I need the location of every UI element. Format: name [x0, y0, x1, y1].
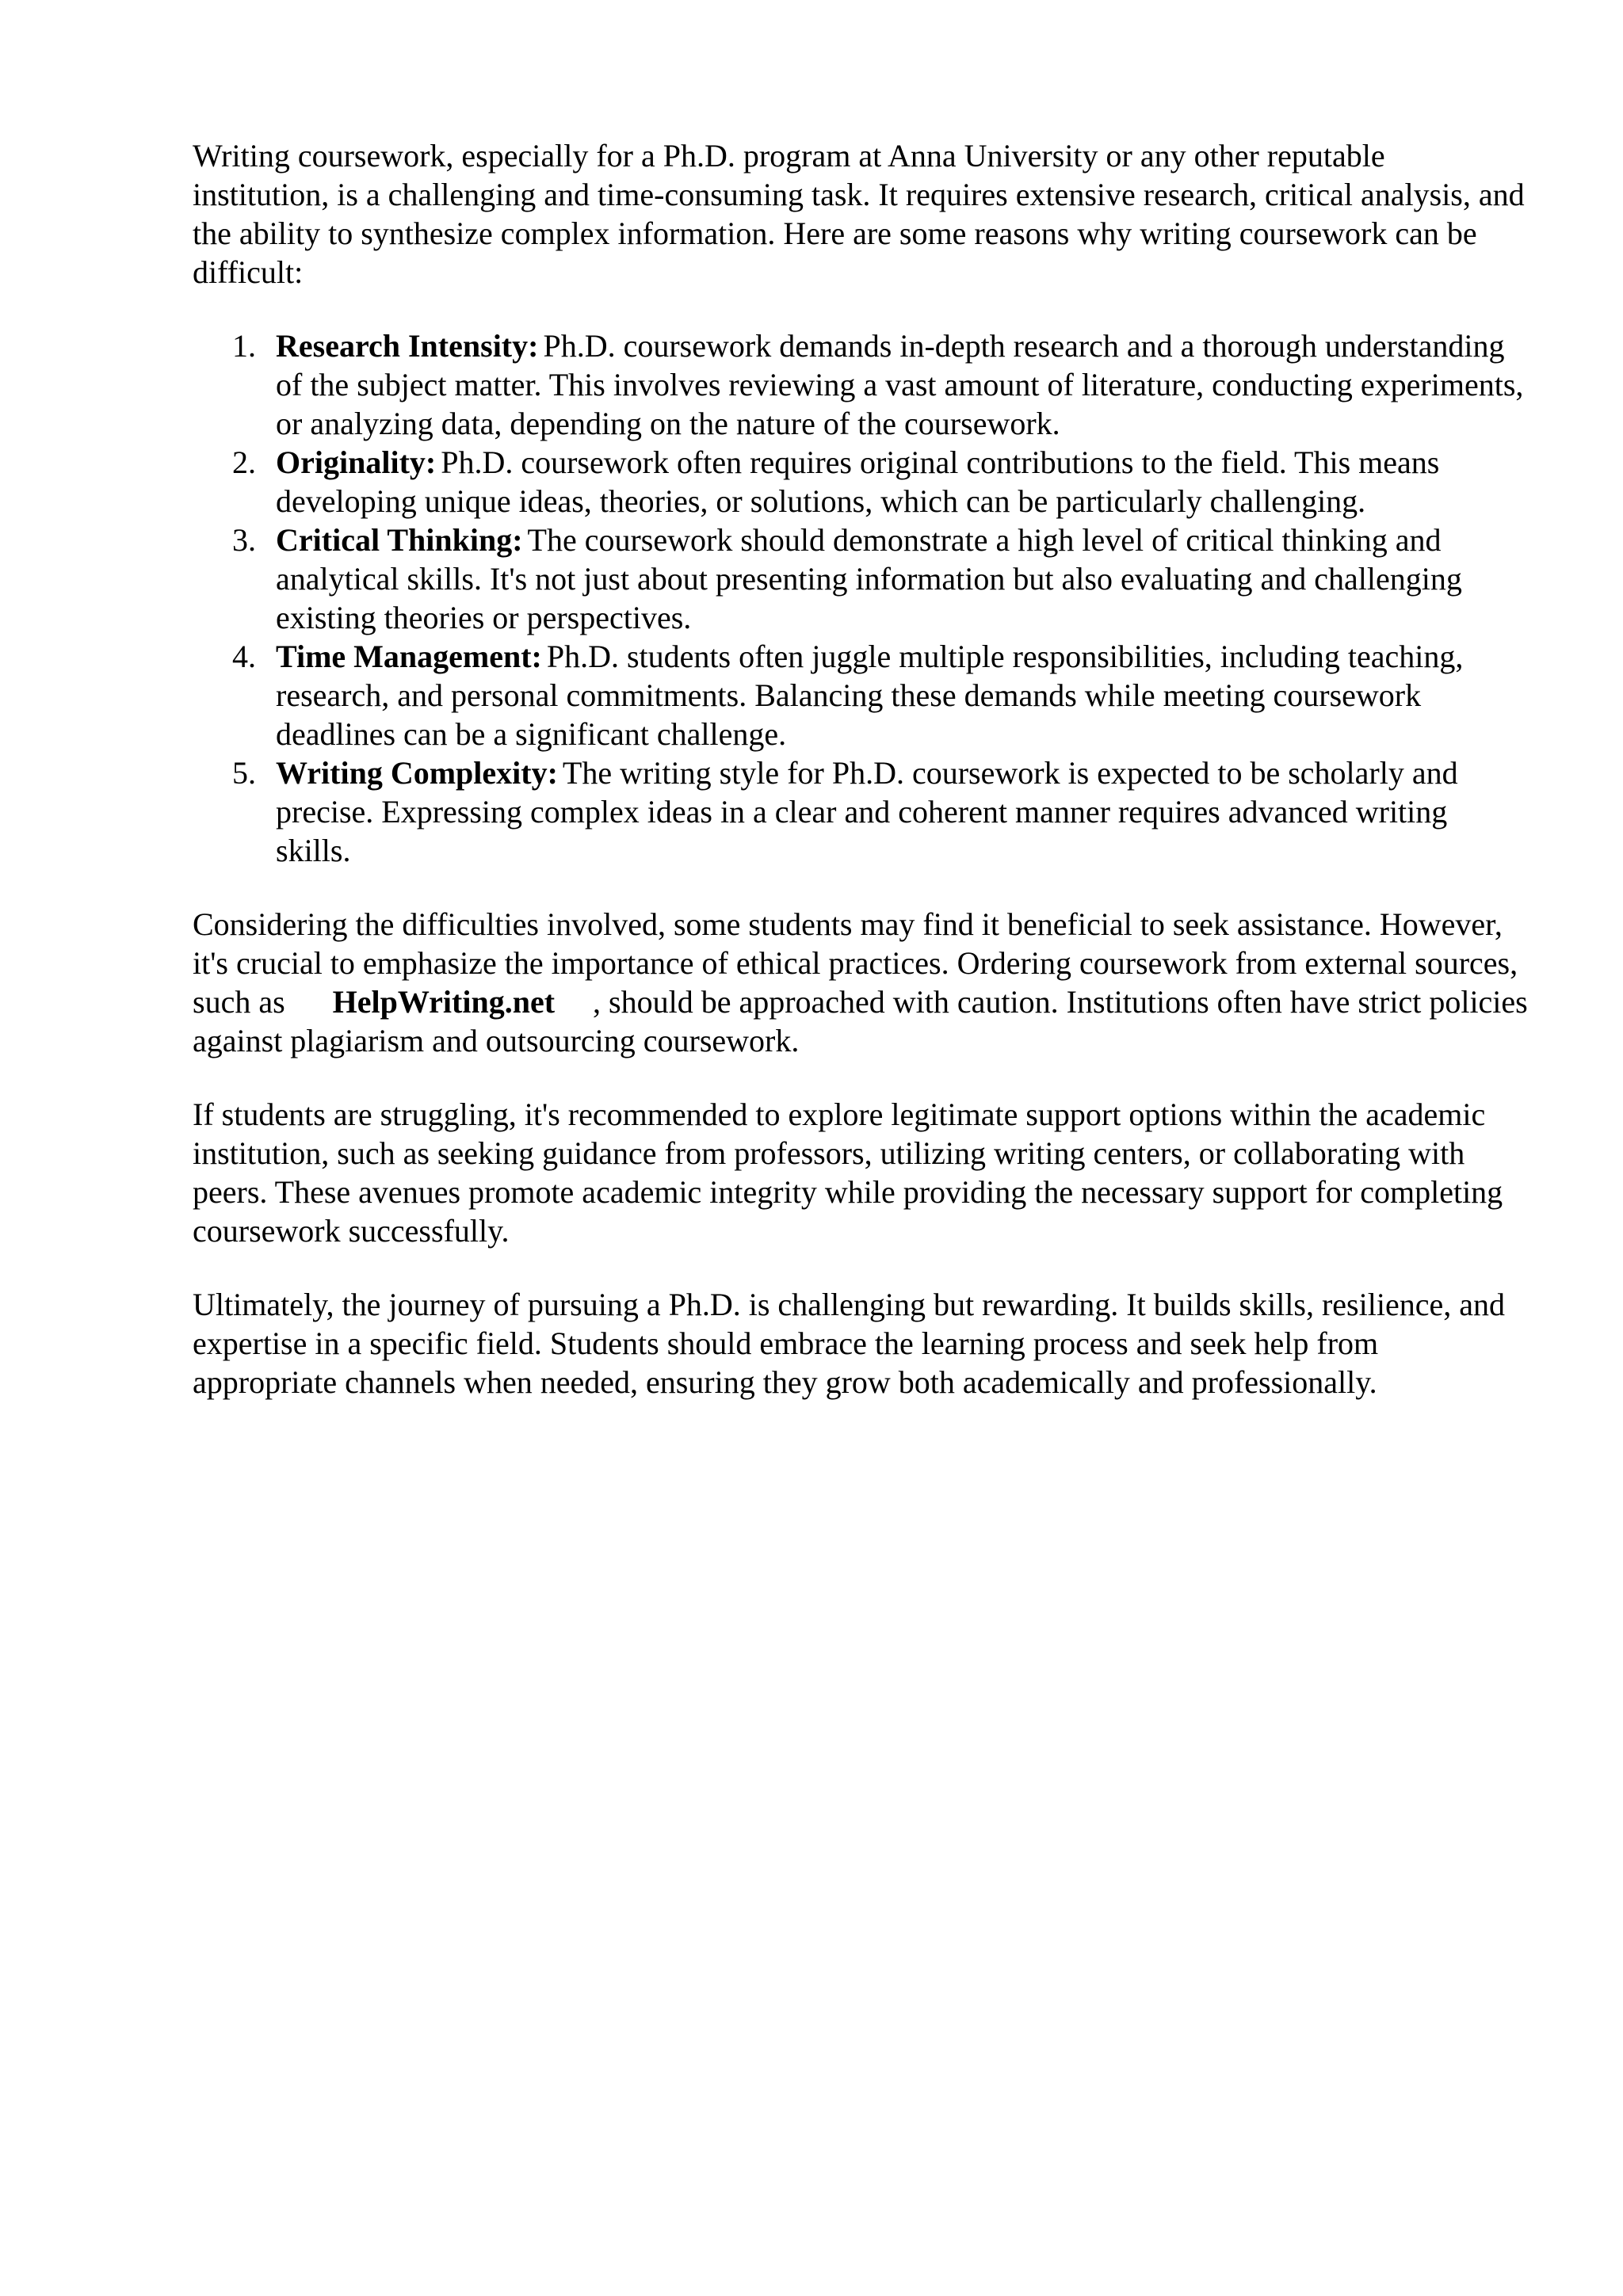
- list-item-text: The writing style for Ph.D. coursework is expected to be scholarly and precise. Expressing complex ideas in a clear and coherent manner requires advanced writing skills.: [276, 755, 1458, 868]
- list-item-number: 4.: [232, 639, 256, 674]
- list-item-number: 5.: [232, 755, 256, 791]
- list-item-text: Ph.D. coursework demands in-depth research and a thorough understanding of the subject matter. This involves reviewing a vast amount of literature, conducting experiments, or analyzing data, depending on the nature of the coursework.: [276, 328, 1524, 441]
- list-item: [232, 753, 1528, 870]
- support-paragraph: If students are struggling, it's recommended to explore legitimate support options within the academic institution, such as seeking guidance from professors, utilizing writing centers, or collaborating with peers. These avenues promote academic integrity while providing the necessary support for completing coursework successfully.: [193, 1097, 1503, 1249]
- list-item: [232, 521, 1528, 637]
- assistance-text-before: Considering the difficulties involved, some students may find it beneficial to seek assistance. However, it's crucial to emphasize the importance of ethical practices. Ordering coursework from external sources, such as: [193, 906, 1518, 1020]
- helpwriting-link[interactable]: HelpWriting.net: [332, 984, 556, 1020]
- difficulties-list: [193, 326, 1528, 870]
- assistance-text-after: , should be approached with caution. Institutions often have strict policies against plagiarism and outsourcing coursework.: [193, 984, 1528, 1058]
- intro-paragraph: Writing coursework, especially for a Ph.D. program at Anna University or any other reputable institution, is a challenging and time-consuming task. It requires extensive research, critical analysis, and the ability to synthesize complex information. Here are some reasons why writing coursework can be difficult:: [193, 138, 1525, 290]
- list-item: [232, 326, 1528, 443]
- list-item-number: 2.: [232, 444, 256, 480]
- list-item-text: The coursework should demonstrate a high level of critical thinking and analytical skills. It's not just about presenting information but also evaluating and challenging existing theories or perspectives.: [276, 522, 1462, 635]
- list-item-term: Research Intensity:: [276, 328, 539, 364]
- list-item-term: Writing Complexity:: [276, 755, 558, 791]
- list-item-term: Critical Thinking:: [276, 522, 523, 558]
- list-item-text: Ph.D. coursework often requires original contributions to the field. This means developing unique ideas, theories, or solutions, which can be particularly challenging.: [276, 444, 1440, 519]
- list-item-number: 1.: [232, 328, 256, 364]
- list-item-term: Time Management:: [276, 639, 542, 674]
- list-item: [232, 637, 1528, 753]
- list-item-number: 3.: [232, 522, 256, 558]
- assistance-paragraph: [193, 905, 1528, 1060]
- list-item: [232, 443, 1528, 521]
- conclusion-paragraph: Ultimately, the journey of pursuing a Ph.D. is challenging but rewarding. It builds skills, resilience, and expertise in a specific field. Students should embrace the learning process and seek help from appropriate channels when needed, ensuring they grow both academically and professionally.: [193, 1287, 1505, 1400]
- list-item-term: Originality:: [276, 444, 437, 480]
- list-item-text: Ph.D. students often juggle multiple responsibilities, including teaching, research, and personal commitments. Balancing these demands while meeting coursework deadlines can be a significant challenge.: [276, 639, 1464, 752]
